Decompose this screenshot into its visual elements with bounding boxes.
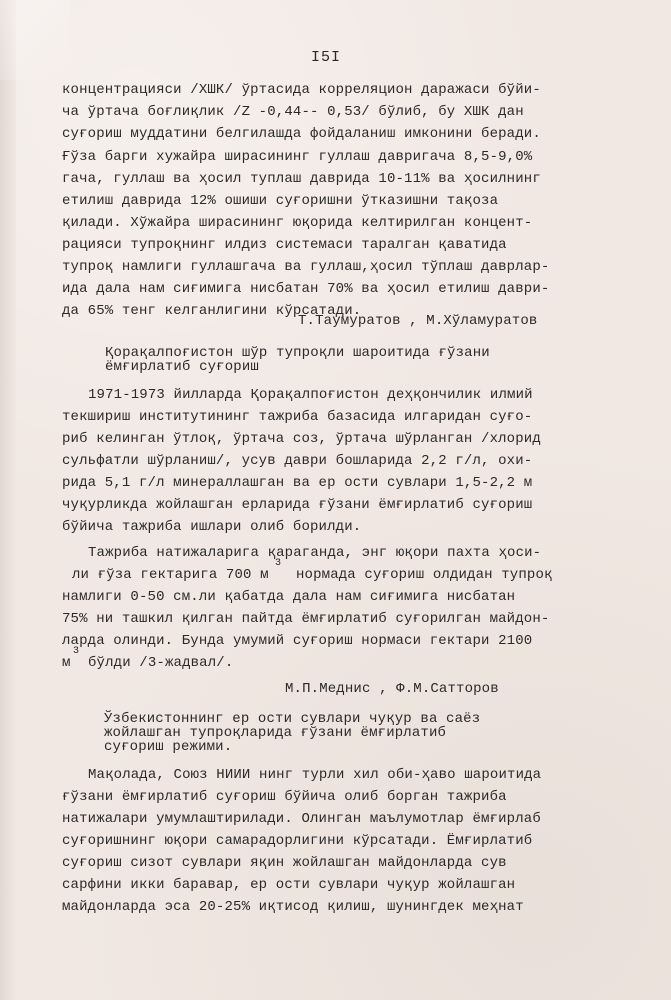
paragraph-3-line-4: 75% ни ташкил қилган пайтда ёмғирлатиб суғорилган майдон-: [62, 611, 550, 627]
title-2-line-2: жойлашган тупроқларида ғўзани ёмғирлатиб: [104, 725, 447, 741]
paragraph-2-line-5: рида 5,1 г/л минераллашган ва ер ости сувлари 1,5-2,2 м: [62, 475, 533, 491]
paragraph-1-line-1: концентрацияси /ХШК/ ўртасида корреляцион даражаси бўйи-: [62, 82, 541, 98]
paragraph-1-line-9: тупроқ намлиги гуллашгача ва гуллаш,ҳосил тўплаш даврлар-: [62, 259, 550, 275]
title-2-line-1: Ўзбекистоннинг ер ости сувлари чуқур ва саёз: [104, 711, 481, 727]
paragraph-1-line-4: Ғўза барги хужайра ширасининг гуллаш давригача 8,5-9,0%: [62, 149, 533, 165]
superscript-m3-1: 3: [275, 558, 282, 569]
paragraph-1-line-2: ча ўртача боғлиқлик /Z -0,44-- 0,53/ бўлиб, бу ХШК дан: [62, 104, 524, 120]
paragraph-2-line-6: чуқурликда жойлашган ерларида ғўзани ёмғирлатиб суғориш: [62, 497, 533, 513]
paragraph-3-line-5: ларда олинди. Бунда умумий суғориш нормаси гектари 2100: [62, 633, 533, 649]
paragraph-1-line-11: да 65% тенг келганлигини кўрсатади.: [62, 303, 362, 319]
paragraph-1-line-3: суғориш муддатини белгилашда фойдаланиш имконини беради.: [62, 126, 541, 142]
paragraph-1-line-5: гача, гуллаш ва ҳосил туплаш даврида 10-11% ва ҳосилнинг: [62, 171, 541, 187]
page-number: I5I: [311, 49, 342, 66]
paragraph-4-line-6: сарфини икки баравар, ер ости сувлари чуқур жойлашган: [62, 877, 516, 893]
paragraph-4-line-2: ғўзани ёмғирлатиб суғориш бўйича олиб борган тажриба: [62, 789, 507, 805]
title-1-line-1: Қорақалпоғистон шўр тупроқли шароитида ғўзани: [105, 345, 490, 361]
paragraph-2-line-2: текшириш институтининг тажриба базасида илгаридан суғо-: [62, 409, 533, 425]
paragraph-1-line-10: ида дала нам сиғимига нисбатан 70% ва ҳосил етилиш даври-: [62, 281, 550, 297]
paragraph-4-line-5: суғориш сизот сувлари яқин жойлашган майдонларда сув: [62, 855, 507, 871]
paragraph-2-line-3: риб келинган ўтлоқ, ўртача соз, ўртача шўрланган /хлорид: [62, 431, 541, 447]
paragraph-4-line-3: натижалари умумлаштирилади. Олинган маълумотлар ёмғирлаб: [62, 811, 541, 827]
author-line-2: М.П.Меднис , Ф.М.Сатторов: [285, 681, 499, 697]
paragraph-1-line-6: етилиш даврида 12% ошиши суғоришни ўтказишни тақоза: [62, 193, 499, 209]
paragraph-4-line-7: майдонларда эса 20-25% иқтисод қилиш, шунингдек меҳнат: [62, 899, 524, 915]
paragraph-4-line-1: Мақолада, Союз НИИИ нинг турли хил оби-ҳаво шароитида: [88, 767, 542, 783]
page-fold-highlight: [0, 0, 70, 80]
paragraph-1-line-8: рацияси тупроқнинг илдиз системаси таралган қаватида: [62, 237, 507, 253]
page-edge-shadow: [0, 0, 16, 1000]
paragraph-2-line-4: сульфатли шўрланиш/, усув даври бошларида 2,2 г/л, охи-: [62, 453, 533, 469]
paragraph-2-line-7: бўйича тажриба ишлари олиб борилди.: [62, 519, 362, 535]
paragraph-4-line-4: суғоришнинг юқори самарадорлигини кўрсатади. Ёмғирлатиб: [62, 833, 533, 849]
title-1-line-2: ёмғирлатиб суғориш: [105, 359, 259, 375]
paragraph-2-line-1: 1971-1973 йилларда Қорақалпоғистон деҳқончилик илмий: [88, 387, 533, 403]
paragraph-3-line-2-start: ли ғўза гектарига 700 м: [72, 567, 269, 583]
title-2-line-3: суғориш режими.: [104, 739, 233, 755]
author-line-1: Т.Таумуратов , М.Хўламуратов: [298, 313, 538, 329]
paragraph-1-line-7: қилади. Хўжайра ширасининг юқорида келтирилган концент-: [62, 215, 533, 231]
paragraph-3-line-1: Тажриба натижаларига қараганда, энг юқори пахта ҳоси-: [88, 545, 542, 561]
superscript-m3-2: 3: [73, 646, 80, 657]
paragraph-3-line-6-start: м: [62, 655, 71, 671]
paragraph-3-line-2-end: нормада суғориш олдидан тупроқ: [296, 567, 553, 583]
paragraph-3-line-3: намлиги 0-50 см.ли қабатда дала нам сиғимига нисбатан: [62, 589, 516, 605]
paragraph-3-line-6-end: бўлди /3-жадвал/.: [88, 655, 234, 671]
